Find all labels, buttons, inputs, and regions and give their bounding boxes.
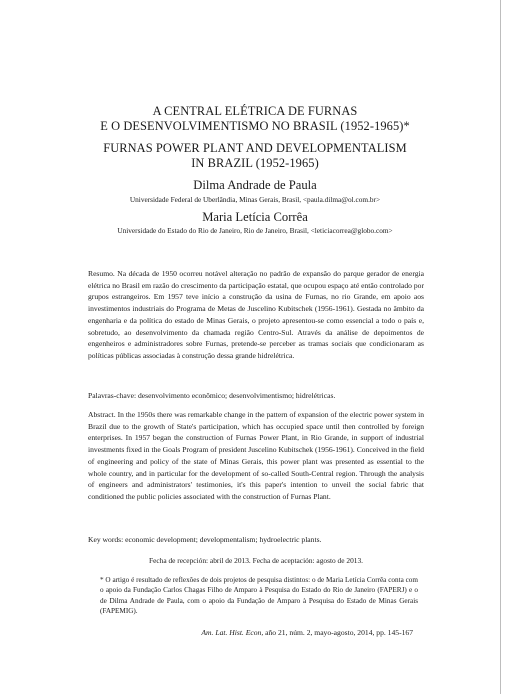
abstract-english [88, 409, 424, 503]
title-pt-line1: A CENTRAL ELÉTRICA DE FURNAS [152, 104, 358, 118]
keywords-english: Key words: economic development; developmentalism; hydroelectric plants. [88, 535, 322, 544]
journal-citation [88, 628, 413, 638]
author-1-name: Dilma Andrade de Paula [193, 178, 317, 192]
author-1-affiliation: Universidade Federal de Uberlândia, Minas Gerais, Brasil, <paula.dilma@ol.com.br> [129, 195, 381, 204]
abstract-portuguese [88, 268, 424, 362]
author-2-affiliation: Universidade do Estado do Rio de Janeiro, Rio de Janeiro, Brasil, <leticiacorrea@globo.com> [117, 226, 393, 235]
author-2-name: Maria Letícia Corrêa [202, 210, 308, 224]
abstract-pt-text: Na década de 1950 ocorreu notável alteração no padrão de expansão do parque gerador de energia elétrica no Brasil em razão do crescimento da participação estatal, que ocupou espaço até então controlado por grupos estrangeiros. Em 1957 teve início a construção da usina de Furnas, no rio Grande, em apoio aos investimentos industriais do Programa de Metas de Juscelino Kubitschek (1956-1961). Gestada no âmbito da engenharia e da política do estado de Minas Gerais, o projeto apresentou-se como essencial a todo o país e, sobretudo, ao desenvolvimento da chamada região Centro-Sul. Através da análise de depoimentos de engenheiros e administradores sobre Furnas, pretende-se perceber as tramas sociais que condicionaram as políticas públicas associadas à construção dessa grande hidrelétrica. [88, 269, 424, 360]
title-en-line2: IN BRAZIL (1952-1965) [191, 156, 319, 170]
page-edge-line [500, 0, 501, 694]
abstract-pt-label: Resumo. [88, 269, 115, 278]
title-en-line1: FURNAS POWER PLANT AND DEVELOPMENTALISM [103, 141, 407, 155]
title-portuguese [60, 104, 450, 134]
abstract-en-text: In the 1950s there was remarkable change in the pattern of expansion of the electric power system in Brazil due to the growth of State's participation, which has occupied space until then controlled by foreign enterprises. In 1957 began the construction of Furnas Power Plant, in Rio Grande, in support of industrial investments fixed in the Goals Program of president Juscelino Kubitschek (1956-1961). Conceived in the field of engineering and policy of the state of Minas Gerais, this power plant was presented as essential to the whole country, and in particular for the development of so-called South-Central region. Through the analysis of engineers and administrators' testimonies, it's this paper's intention to unveil the social fabric that conditioned the public policies associated with the construction of Furnas Plant. [88, 410, 424, 501]
reception-dates: Fecha de recepción: abril de 2013. Fecha de aceptación: agosto de 2013. [148, 556, 364, 565]
citation-journal: Am. Lat. Hist. Econ, [201, 628, 264, 637]
abstract-en-label: Abstract. [88, 410, 116, 419]
title-pt-line2: E O DESENVOLVIMENTISMO NO BRASIL (1952-1965)* [100, 119, 410, 133]
title-english [60, 141, 450, 171]
keywords-portuguese: Palavras-chave: desenvolvimento econômico; desenvolvimentismo; hidrelétricas. [88, 391, 336, 400]
funding-footnote: * O artigo é resultado de reflexões de dois projetos de pesquisa distintos: o de Maria Letícia Corrêa conta com o apoio da Fundação Carlos Chagas Filho de Amparo à Pesquisa do Estado do Rio de Janeiro (FAPERJ) e o de Dilma Andrade de Paula, com o apoio da Fundação de Amparo à Pesquisa do Estado de Minas Gerais (FAPEMIG). [100, 576, 418, 616]
citation-details: año 21, núm. 2, mayo-agosto, 2014, pp. 145-167 [265, 628, 413, 637]
